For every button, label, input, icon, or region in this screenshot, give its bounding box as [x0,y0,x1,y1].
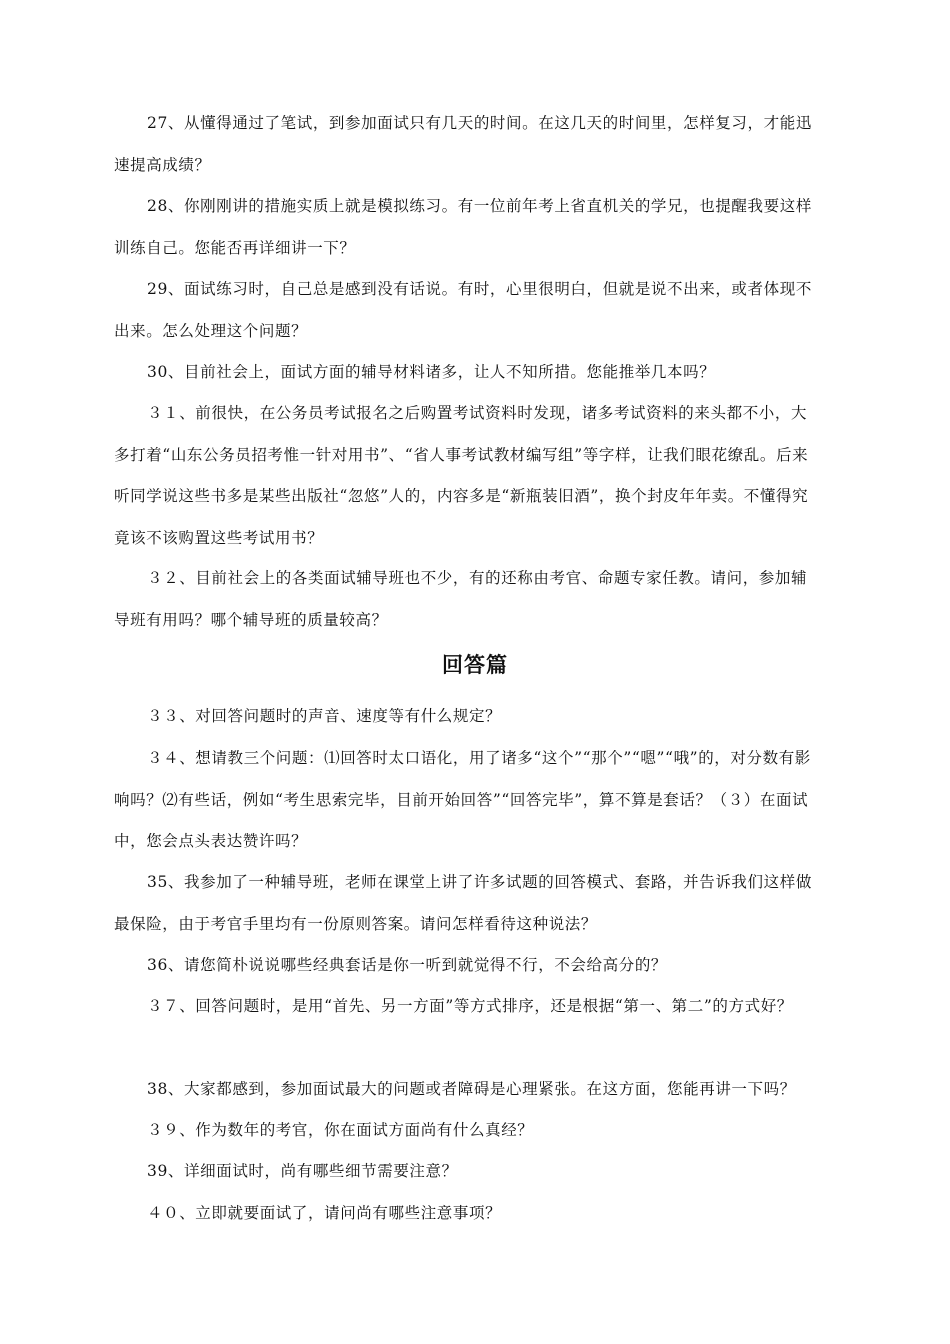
question-35: 35、我参加了一种辅导班，老师在课堂上讲了许多试题的回答模式、套路，并告诉我们这样做最保险，由于考官手里均有一份原则答案。请问怎样看待这种说法？ [114,873,812,933]
question-34: ３４、想请教三个问题：⑴回答时太口语化，用了诸多“这个”“那个”“嗯”“哦”的，对分数有影响吗？⑵有些话，例如“考生思索完毕，目前开始回答”“回答完毕”，算不算是套话？（３）在面试中，您会点头表达赞许吗？ [114,749,811,850]
question-28: 28、你刚刚讲的措施实质上就是模拟练习。有一位前年考上省直机关的学兄，也提醒我要这样训练自己。您能否再详细讲一下？ [114,197,812,257]
question-39b: 39、详细面试时，尚有哪些细节需要注意？ [147,1162,458,1180]
question-33: ３３、对回答问题时的声音、速度等有什么规定？ [147,707,502,725]
question-29: 29、面试练习时，自己总是感到没有话说。有时，心里很明白，但就是说不出来，或者体现不出来。怎么处理这个问题？ [114,280,812,340]
question-36: 36、请您简朴说说哪些经典套话是你一听到就觉得不行，不会给高分的？ [147,956,668,974]
question-27: 27、从懂得通过了笔试，到参加面试只有几天的时间。在这几天的时间里，怎样复习，才能迅速提高成绩？ [114,114,812,174]
question-32: ３２、目前社会上的各类面试辅导班也不少，有的还称由考官、命题专家任教。请问，参加辅导班有用吗？哪个辅导班的质量较高？ [114,569,808,629]
question-39a: ３９、作为数年的考官，你在面试方面尚有什么真经？ [147,1121,534,1139]
question-38: 38、大家都感到，参加面试最大的问题或者障碍是心理紧张。在这方面，您能再讲一下吗？ [147,1080,796,1098]
section-title: 回答篇 [442,653,508,677]
question-30: 30、目前社会上，面试方面的辅导材料诸多，让人不知所措。您能推举几本吗？ [147,363,716,381]
question-37: ３７、回答问题时，是用“首先、另一方面”等方式排序，还是根据“第一、第二”的方式好？ [147,997,793,1015]
question-31: ３１、前很快，在公务员考试报名之后购置考试资料时发现，诸多考试资料的来头都不小，大多打着“山东公务员招考惟一针对用书”、“省人事考试教材编写组”等字样，让我们眼花缭乱。后来听同学说这些书多是某些出版社“忽悠”人的，内容多是“新瓶装旧酒”，换个封皮年年卖。不懂得究竟该不该购置这些考试用书？ [114,404,809,547]
question-40: ４０、立即就要面试了，请问尚有哪些注意事项？ [147,1204,502,1222]
